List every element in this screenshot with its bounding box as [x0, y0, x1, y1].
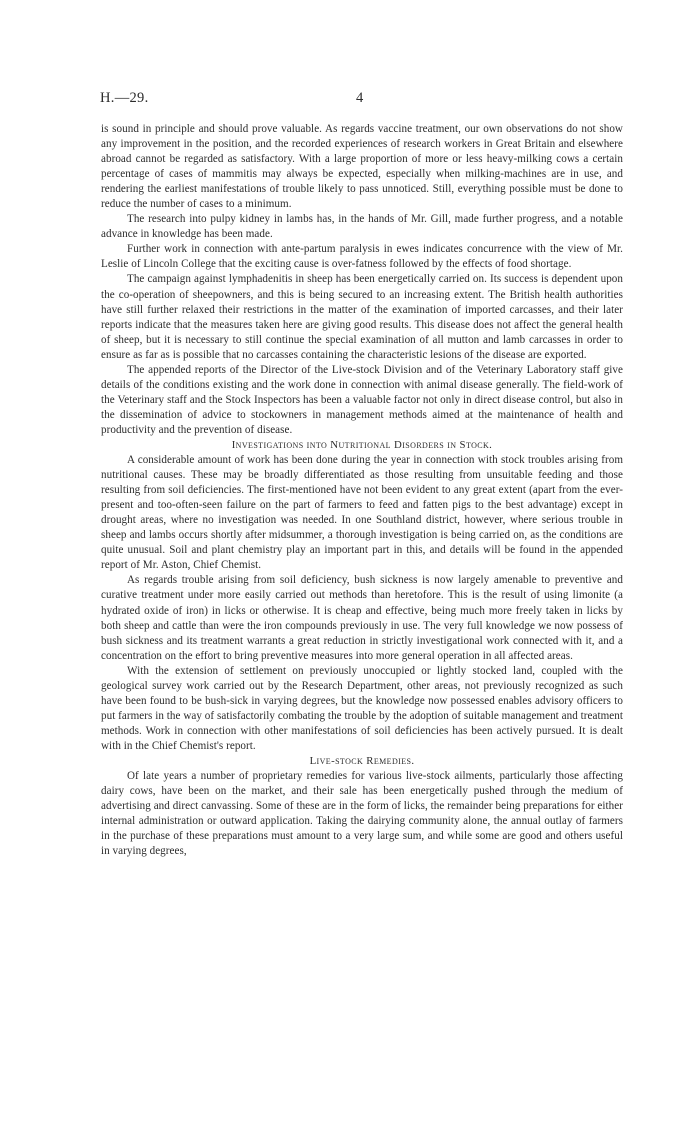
- document-code: H.—29.: [100, 90, 149, 106]
- paragraph: As regards trouble arising from soil deficiency, bush sickness is now largely amenable to preventive and curative treatment under more easily carried out methods than heretofore. This is the result of using limonite (a hydrated oxide of iron) in licks or otherwise. It is cheap and effective, being much more freely taken in licks by both sheep and cattle than were the iron compounds previously in use. The very full knowledge we now possess of bush sickness and its treatment warrants a great reduction in strictly investigational work connected with it, and a concentration on the effort to bring preventive measures into more general operation in all affected areas.: [101, 574, 623, 662]
- paragraph: A considerable amount of work has been done during the year in connection with stock troubles arising from nutritional causes. These may be broadly differentiated as those resulting from unsuitable feeding and those resulting from soil deficiencies. The first-mentioned have not been evident to any great extent (apart from the ever-present and too-often-seen failure on the part of farmers to feed and fatten pigs to the best advantage) except in drought areas, where no investigation was needed. In one Southland district, however, where serious trouble in sheep and lambs occurs shortly after midsummer, a thorough investigation is being carried on, as the conditions are quite unusual. Soil and plant chemistry play an important part in this, and details will be found in the appended report of Mr. Aston, Chief Chemist.: [101, 454, 623, 572]
- section-heading: Investigations into Nutritional Disorders in Stock.: [231, 438, 493, 451]
- page-number: 4: [356, 90, 364, 106]
- paragraph: The research into pulpy kidney in lambs has, in the hands of Mr. Gill, made further progress, and a notable advance in knowledge has been made.: [101, 213, 623, 241]
- section-heading: Live-stock Remedies.: [309, 754, 415, 767]
- paragraph: Further work in connection with ante-partum paralysis in ewes indicates concurrence with the view of Mr. Leslie of Lincoln College that the exciting cause is over-fatness followed by the effects of food shortage.: [101, 243, 623, 271]
- paragraph: is sound in principle and should prove valuable. As regards vaccine treatment, our own observations do not show any improvement in the position, and the recorded experiences of research workers in Great Britain and elsewhere abroad cannot be regarded as satisfactory. With a large proportion of more or less heavy-milking cows a certain percentage of cases of mammitis may always be expected, especially when milking-machines are in use, and rendering the earliest manifestations of trouble likely to pass unnoticed. Still, everything possible must be done to reduce the number of cases to a minimum.: [101, 123, 623, 211]
- page-header: [100, 90, 624, 110]
- paragraph: The appended reports of the Director of the Live-stock Division and of the Veterinary Laboratory staff give details of the conditions existing and the work done in connection with animal disease generally. The field-work of the Veterinary staff and the Stock Inspectors has been a valuable factor not only in direct disease control, but also in the dissemination of advice to stockowners in management methods aimed at the maintenance of health and productivity and the prevention of disease.: [101, 363, 623, 436]
- paragraph: The campaign against lymphadenitis in sheep has been energetically carried on. Its success is dependent upon the co-operation of sheepowners, and this is being secured to an increasing extent. The British health authorities have still further relaxed their restrictions in the matter of the examination of imported carcasses, and their later reports indicate that the measures taken here are giving good results. This disease does not affect the general health of sheep, but it is necessary to still continue the special examination of all mutton and lamb carcasses in order to ensure as far as is possible that no carcasses containing the characteristic lesions of the disease are exported.: [101, 273, 623, 361]
- paragraph: Of late years a number of proprietary remedies for various live-stock ailments, particularly those affecting dairy cows, have been on the market, and their sale has been energetically pushed through the medium of advertising and direct canvassing. Some of these are in the form of licks, the remainder being preparations for either internal administration or outward application. Taking the dairying community alone, the annual outlay of farmers in the purchase of these preparations must amount to a very large sum, and while some are good and others useful in varying degrees,: [101, 770, 623, 858]
- page-body: [101, 122, 623, 859]
- paragraph: With the extension of settlement on previously unoccupied or lightly stocked land, coupled with the geological survey work carried out by the Research Department, other areas, not previously recognized as such have been found to be bush-sick in varying degrees, but the knowledge now possessed enables advisory officers to put farmers in the way of satisfactorily combating the trouble by the adoption of suitable management and treatment methods. Work in connection with other manifestations of soil deficiencies has been actively pursued. It is dealt with in the Chief Chemist's report.: [101, 664, 623, 752]
